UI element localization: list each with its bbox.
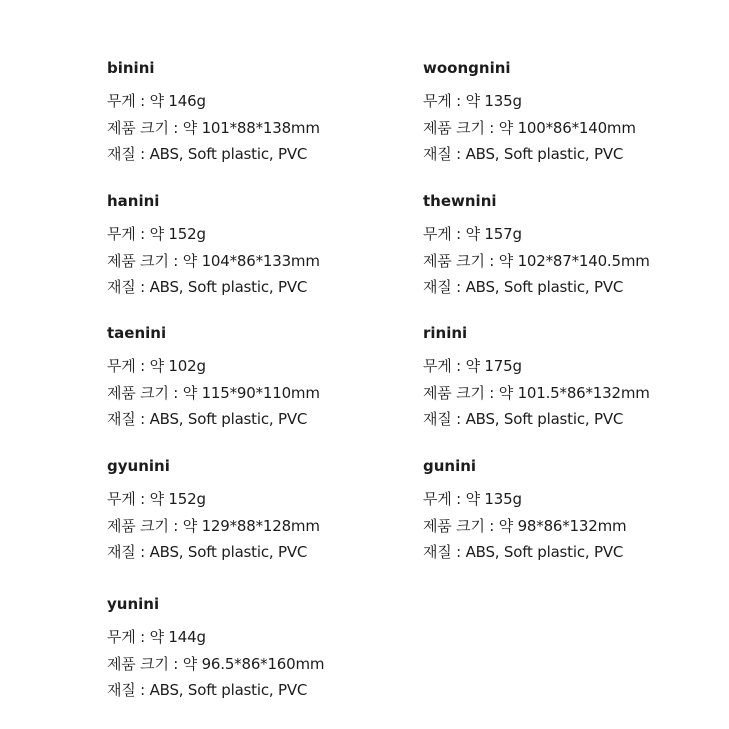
product-material: 재질 : ABS, Soft plastic, PVC <box>423 145 624 163</box>
spec-block-hanini <box>107 192 320 301</box>
product-name: taenini <box>107 324 167 342</box>
spec-block-rinini <box>423 324 650 433</box>
product-size: 제품 크기 : 약 129*88*128mm <box>107 516 320 535</box>
spec-block-woongnini <box>423 59 636 168</box>
product-size: 제품 크기 : 약 101*88*138mm <box>107 118 320 137</box>
product-material: 재질 : ABS, Soft plastic, PVC <box>107 543 308 561</box>
product-name: yunini <box>107 595 160 613</box>
product-weight: 무게 : 약 135g <box>423 92 522 110</box>
product-material: 재질 : ABS, Soft plastic, PVC <box>423 410 624 428</box>
product-weight: 무게 : 약 152g <box>107 490 206 508</box>
product-name: hanini <box>107 192 160 210</box>
product-weight: 무게 : 약 144g <box>107 628 206 646</box>
product-weight: 무게 : 약 135g <box>423 490 522 508</box>
product-name: gyunini <box>107 457 170 475</box>
product-name: gunini <box>423 457 477 475</box>
product-material: 재질 : ABS, Soft plastic, PVC <box>107 145 308 163</box>
product-size: 제품 크기 : 약 100*86*140mm <box>423 118 636 137</box>
product-name: woongnini <box>423 59 511 77</box>
product-size: 제품 크기 : 약 98*86*132mm <box>423 516 627 535</box>
product-material: 재질 : ABS, Soft plastic, PVC <box>423 543 624 561</box>
product-size: 제품 크기 : 약 102*87*140.5mm <box>423 251 650 270</box>
product-weight: 무게 : 약 152g <box>107 225 206 243</box>
product-material: 재질 : ABS, Soft plastic, PVC <box>107 410 308 428</box>
product-weight: 무게 : 약 175g <box>423 357 522 375</box>
spec-block-gunini <box>423 457 626 566</box>
product-size: 제품 크기 : 약 104*86*133mm <box>107 251 320 270</box>
spec-block-yunini <box>107 595 324 704</box>
product-material: 재질 : ABS, Soft plastic, PVC <box>107 681 308 699</box>
spec-block-binini <box>107 59 320 168</box>
product-size: 제품 크기 : 약 115*90*110mm <box>107 383 320 402</box>
product-name: rinini <box>423 324 468 342</box>
product-name: thewnini <box>423 192 497 210</box>
product-weight: 무게 : 약 102g <box>107 357 206 375</box>
product-weight: 무게 : 약 157g <box>423 225 522 243</box>
product-size: 제품 크기 : 약 101.5*86*132mm <box>423 383 650 402</box>
spec-block-thewnini <box>423 192 650 301</box>
spec-block-taenini <box>107 324 320 433</box>
product-size: 제품 크기 : 약 96.5*86*160mm <box>107 654 325 673</box>
product-weight: 무게 : 약 146g <box>107 92 206 110</box>
product-material: 재질 : ABS, Soft plastic, PVC <box>423 278 624 296</box>
spec-block-gyunini <box>107 457 320 566</box>
product-material: 재질 : ABS, Soft plastic, PVC <box>107 278 308 296</box>
product-name: binini <box>107 59 155 77</box>
